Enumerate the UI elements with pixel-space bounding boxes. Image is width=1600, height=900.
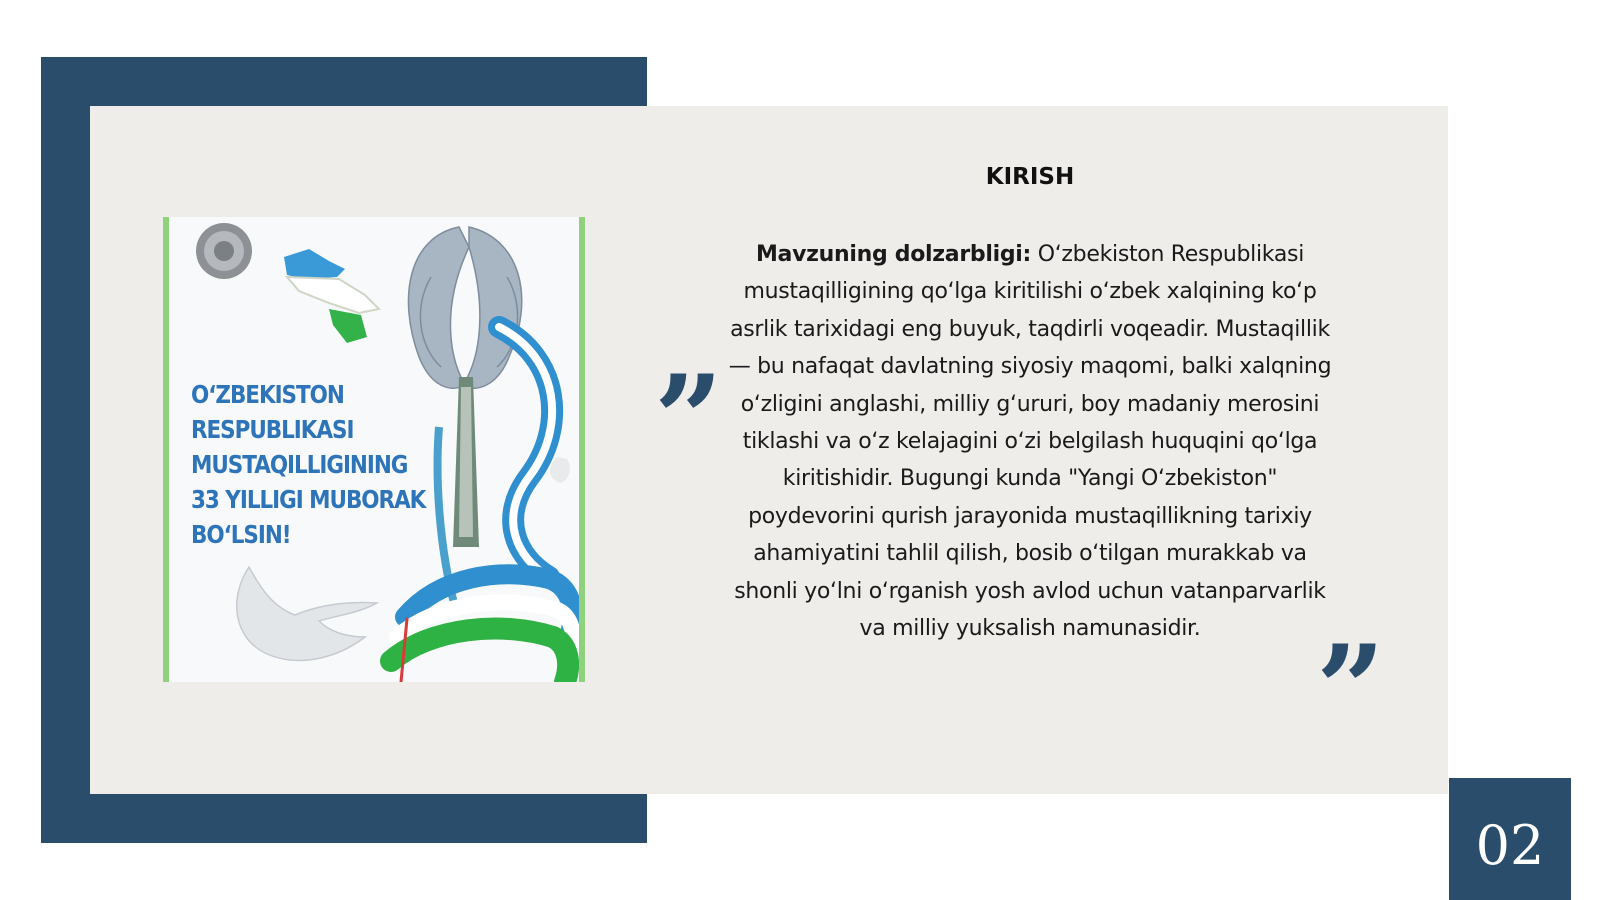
lead-label: Mavzuning dolzarbligi: bbox=[755, 242, 1032, 267]
uzbekistan-map-icon bbox=[284, 249, 379, 343]
body-paragraph: O‘zbekiston Respublikasi mustaqilligining qo‘lga kiritilishi o‘zbek xalqining ko‘p asrlik tarixidagi eng buyuk, taqdirli voqeadir. Mustaqillik — bu nafaqat davlatning siyosiy maqomi, balki xalqning o‘zligini anglashi, milliy g‘ururi, boy madaniy merosini tiklashi va o‘z kelajagini o‘zi belgilash huquqini qo‘lga kiritishidir. Bugungi kunda "Yangi O‘zbekiston" poydevorini qurish jarayonida mustaqillikning tarixiy ahamiyatini tahlil qilish, bosib o‘tilgan murakkab va shonli yo‘lni o‘rganish yosh avlod uchun vatanparvarlik va milliy yuksalish namunasidir. bbox=[728, 242, 1332, 642]
open-quote-icon: ” bbox=[654, 349, 710, 490]
emblem-icon bbox=[196, 223, 252, 279]
slide-body bbox=[724, 236, 1336, 647]
dove-icon bbox=[237, 567, 377, 660]
page-number-badge: 02 bbox=[1449, 778, 1571, 900]
independence-poster-image bbox=[163, 217, 585, 682]
wings-icon bbox=[408, 227, 521, 388]
poster-line: O‘ZBEKISTON bbox=[191, 380, 344, 409]
small-dove-icon bbox=[550, 457, 570, 483]
poster-line: 33 YILLIGI MUBORAK bbox=[191, 485, 426, 514]
poster-line: BO‘LSIN! bbox=[191, 520, 291, 549]
close-quote-icon: ” bbox=[1316, 619, 1372, 760]
poster-caption bbox=[191, 377, 426, 552]
poster-line: RESPUBLIKASI bbox=[191, 415, 354, 444]
slide-title: KIRISH bbox=[985, 164, 1075, 190]
poster-line: MUSTAQILLIGINING bbox=[191, 450, 408, 479]
